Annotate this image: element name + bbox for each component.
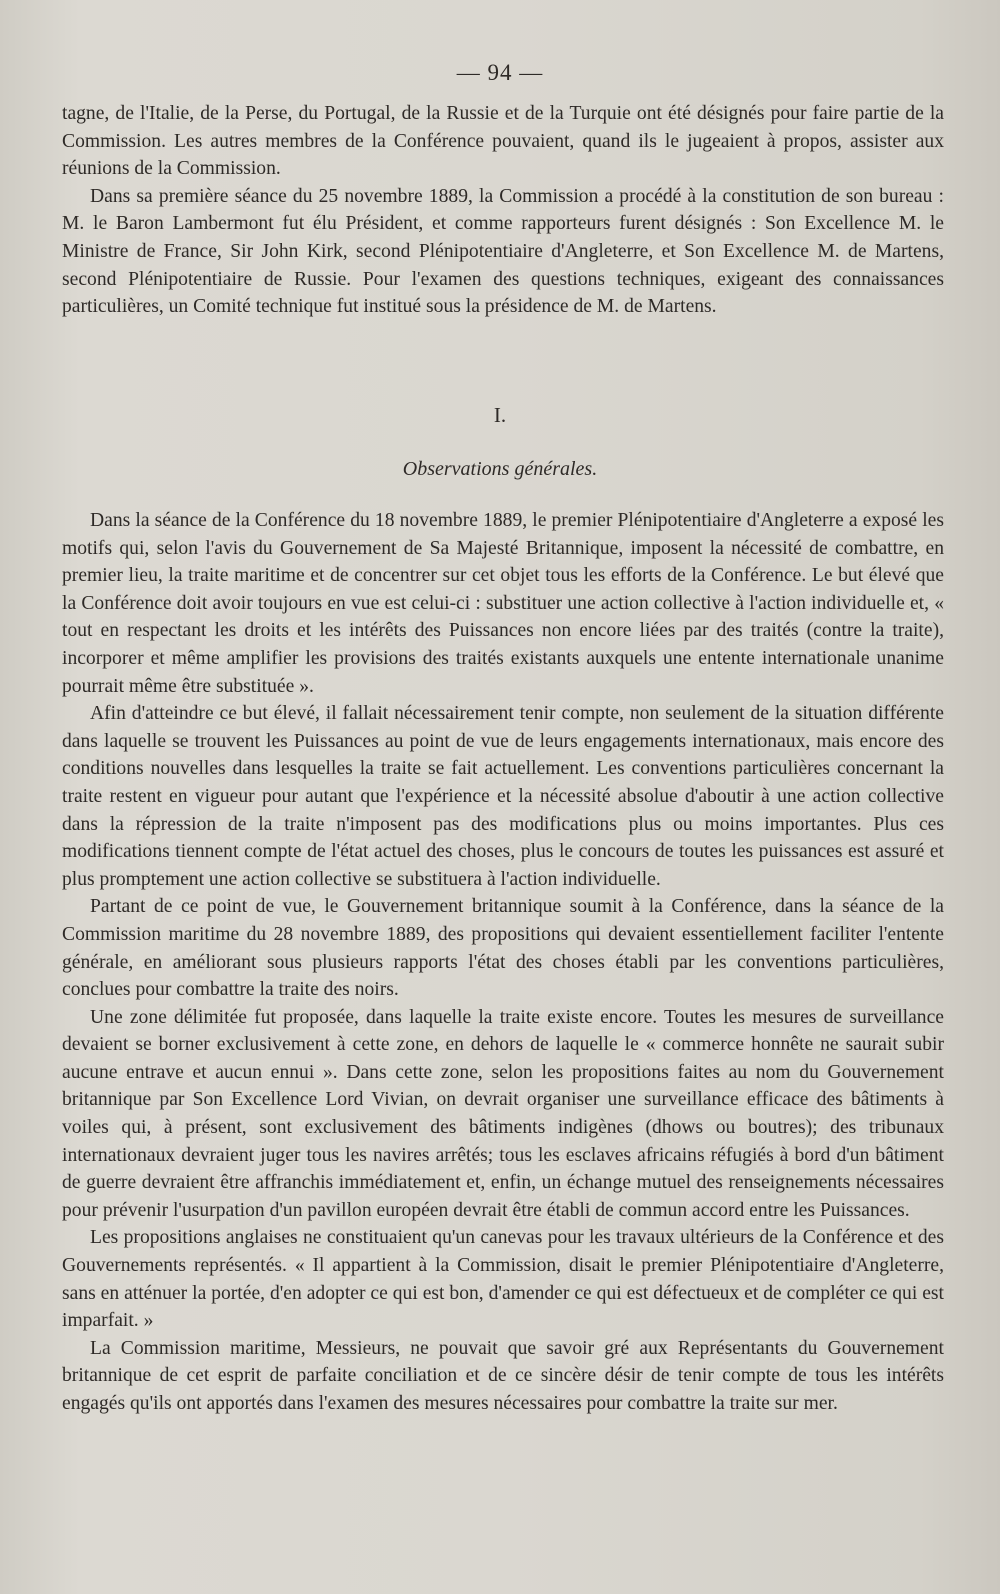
paragraph-continuation: tagne, de l'Italie, de la Perse, du Portugal, de la Russie et de la Turquie ont été désignés pour faire partie de la Commission. Les autres membres de la Conférence pouvaient, quand ils le jugeaient à propos, assister aux réunions de la Commission. xyxy=(62,103,944,180)
paragraph-zone: Une zone délimitée fut proposée, dans laquelle la traite existe encore. Toutes les mesures de surveillance devaient se borner exclusivement à cette zone, en dehors de laquelle le « commerce honnête ne saurait subir aucune entrave et aucun ennui ». Dans cette zone, selon les propositions faites au nom du Gouvernement britannique par Son Excellence Lord Vivian, on devrait organiser une surveillance efficace des bâtiments à voiles qui, à présent, sont exclusivement des bâtiments indigènes (dhows ou boutres); des tribunaux internationaux devraient juger tous les navires arrêtés; tous les esclaves africains réfugiés à bord d'un bâtiment de guerre devraient être affranchis immédiatement et, enfin, un échange mutuel des renseignements nécessaires pour prévenir l'usurpation d'un pavillon européen devrait être établi de commun accord entre les Puissances. xyxy=(62,1006,944,1221)
paragraph-motifs: Dans la séance de la Conférence du 18 novembre 1889, le premier Plénipotentiaire d'Angleterre a exposé les motifs qui, selon l'avis du Gouvernement de Sa Majesté Britannique, imposent la nécessité de combattre, en premier lieu, la traite maritime et de concentrer sur cet objet tous les efforts de la Conférence. Le but élevé que la Conférence doit avoir toujours en vue est celui-ci : substituer une action collective à l'action individuelle et, « tout en respectant les droits et les intérêts des Puissances non encore liées par des traités (contre la traite), incorporer et même amplifier les provisions des traités existants auxquels une entente internationale unanime pourrait même être substituée ». xyxy=(62,510,944,697)
section-number: I. xyxy=(493,403,507,427)
section-title: Observations générales. xyxy=(402,458,598,480)
paragraph-conciliation: La Commission maritime, Messieurs, ne pouvait que savoir gré aux Représentants du Gouvernement britannique de cet esprit de parfaite conciliation et de ce sincère désir de tenir compte de tous les intérêts engagés qu'ils ont apportés dans l'examen des mesures nécessaires pour combattre la traite sur mer. xyxy=(62,1337,944,1414)
paragraph-canevas: Les propositions anglaises ne constituaient qu'un canevas pour les travaux ultérieurs de la Conférence et des Gouvernements représentés. « Il appartient à la Commission, disait le premier Plénipotentiaire d'Angleterre, sans en atténuer la portée, d'en adopter ce qui est bon, d'amender ce qui est défectueux et de compléter ce qui est imparfait. » xyxy=(62,1227,944,1332)
paragraph-but-eleve: Afin d'atteindre ce but élevé, il fallait nécessairement tenir compte, non seulement de la situation différente dans laquelle se trouvent les Puissances au point de vue de leurs engagements internationaux, mais encore des conditions nouvelles dans lesquelles la traite se fait actuellement. Les conventions particulières concernant la traite restent en vigueur pour autant que l'expérience et la nécessité absolue d'aboutir à une action collective dans la répression de la traite n'imposent pas des modifications plus ou moins importantes. Plus ces modifications tiennent compte de l'état actuel des choses, plus le concours de toutes les puissances est assuré et plus promptement une action collective se substituera à l'action individuelle. xyxy=(62,703,944,890)
paragraph-propositions: Partant de ce point de vue, le Gouvernement britannique soumit à la Conférence, dans la séance de la Commission maritime du 28 novembre 1889, des propositions qui devaient essentiellement faciliter l'entente générale, en améliorant sous plusieurs rapports l'état des choses établi par les conventions particulières, conclues pour combattre la traite des noirs. xyxy=(62,896,944,1001)
page-number: — 94 — xyxy=(456,60,544,85)
intro-text-block xyxy=(62,100,944,321)
paragraph-commission-bureau: Dans sa première séance du 25 novembre 1889, la Commission a procédé à la constitution de son bureau : M. le Baron Lambermont fut élu Président, et comme rapporteurs furent désignés : Son Excellence M. le Ministre de France, Sir John Kirk, second Plénipotentiaire d'Angleterre, et Son Excellence M. de Martens, second Plénipotentiaire de Russie. Pour l'examen des questions techniques, exigeant des connaissances particulières, un Comité technique fut institué sous la présidence de M. de Martens. xyxy=(62,185,944,318)
section-body xyxy=(62,507,944,1418)
